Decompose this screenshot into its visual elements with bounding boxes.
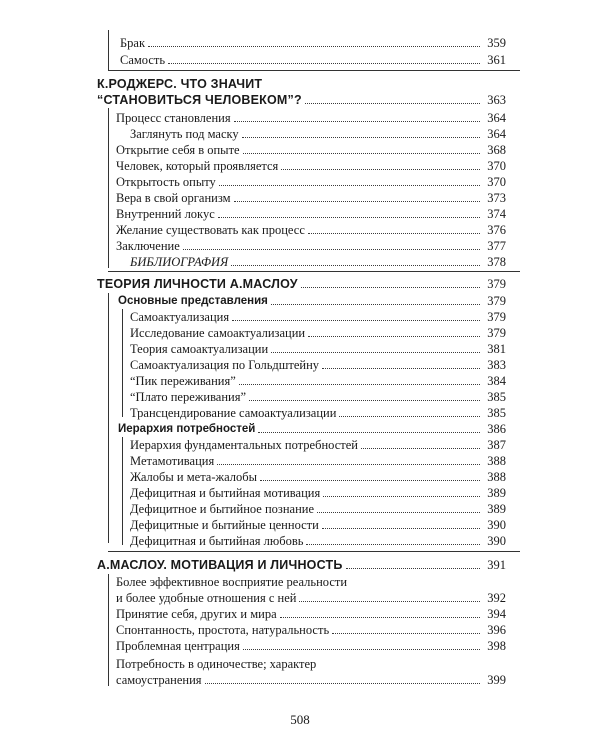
dot-leader [249,400,480,401]
toc-entry: Заключение 377 [116,239,506,253]
toc-entry: Открытость опыту 370 [116,175,506,189]
section-divider [108,271,520,272]
dot-leader [234,201,481,202]
dot-leader [218,217,480,218]
toc-entry: Вера в свой организм 373 [116,191,506,205]
dot-leader [332,633,480,634]
bracket-line [122,437,123,545]
toc-entry: и более удобные отношения с ней 392 [116,591,506,605]
dot-leader [205,683,480,684]
toc-entry: Проблемная центрация 398 [116,639,506,653]
toc-entry: Самоактуализация 379 [130,310,506,324]
dot-leader [271,352,480,353]
dot-leader [231,265,480,266]
toc-entry: Дефицитные и бытийные ценности 390 [130,518,506,532]
dot-leader [346,568,480,569]
dot-leader [168,63,480,64]
dot-leader [299,601,480,602]
toc-entry: Теория самоактуализации 381 [130,342,506,356]
toc-entry: Более эффективное восприятие реальности [116,575,348,589]
toc-entry: “Пик переживания” 384 [130,374,506,388]
subsection-title: Иерархия потребностей 386 [118,422,506,436]
dot-leader [323,496,480,497]
toc-entry: Дефицитное и бытийное познание 389 [130,502,506,516]
dot-leader [242,137,480,138]
dot-leader [234,121,480,122]
toc-entry-bibliography: БИБЛИОГРАФИЯ 378 [130,255,506,269]
toc-entry: Самость 361 [120,53,506,67]
page-number: 508 [290,712,310,727]
dot-leader [308,233,480,234]
dot-leader [280,617,480,618]
toc-entry: Заглянуть под маску 364 [130,127,506,141]
bracket-line [108,574,109,686]
dot-leader [148,46,480,47]
toc-entry: Внутренний локус 374 [116,207,506,221]
dot-leader [243,649,480,650]
dot-leader [217,464,480,465]
toc-entry: Спонтанность, простота, натуральность 396 [116,623,506,637]
section-divider [108,70,520,71]
bracket-line [108,108,109,268]
bracket-line [122,309,123,417]
toc-entry: “Плато переживания” 385 [130,390,506,404]
dot-leader [322,368,480,369]
toc-entry: Метамотивация 388 [130,454,506,468]
dot-leader [339,416,480,417]
toc-entry: Потребность в одиночестве; характер [116,657,317,671]
toc-entry: Принятие себя, других и мира 394 [116,607,506,621]
dot-leader [281,169,480,170]
section-title: ТЕОРИЯ ЛИЧНОСТИ А.МАСЛОУ 379 [97,277,506,291]
dot-leader [308,336,480,337]
toc-entry: Дефицитная и бытийная любовь 390 [130,534,506,548]
section-divider [108,551,520,552]
toc-entry: Исследование самоактуализации 379 [130,326,506,340]
dot-leader [301,287,480,288]
dot-leader [260,480,480,481]
toc-entry: Брак 359 [120,36,506,50]
bracket-line [108,30,109,70]
dot-leader [219,185,480,186]
toc-entry: Трансцендирование самоактуализации 385 [130,406,506,420]
toc-entry: Иерархия фундаментальных потребностей 387 [130,438,506,452]
toc-entry: Самоактуализация по Гольдштейну 383 [130,358,506,372]
toc-entry: Дефицитная и бытийная мотивация 389 [130,486,506,500]
dot-leader [239,384,480,385]
dot-leader [317,512,480,513]
dot-leader [258,432,480,433]
bracket-line [108,293,109,543]
dot-leader [306,544,480,545]
subsection-title: Основные представления 379 [118,294,506,308]
toc-entry: Человек, который проявляется 370 [116,159,506,173]
dot-leader [243,153,480,154]
dot-leader [183,249,480,250]
toc-entry: Открытие себя в опыте 368 [116,143,506,157]
dot-leader [232,320,480,321]
toc-entry: Желание существовать как процесс 376 [116,223,506,237]
section-title: А.МАСЛОУ. МОТИВАЦИЯ И ЛИЧНОСТЬ 391 [97,558,506,572]
dot-leader [322,528,480,529]
dot-leader [361,448,480,449]
toc-entry: Процесс становления 364 [116,111,506,125]
section-title: К.РОДЖЕРС. ЧТО ЗНАЧИТ [97,77,263,91]
toc-entry: Жалобы и мета-жалобы 388 [130,470,506,484]
dot-leader [305,103,480,104]
toc-entry: самоустранения 399 [116,673,506,687]
dot-leader [271,304,480,305]
section-title: “СТАНОВИТЬСЯ ЧЕЛОВЕКОМ”? 363 [97,93,506,107]
